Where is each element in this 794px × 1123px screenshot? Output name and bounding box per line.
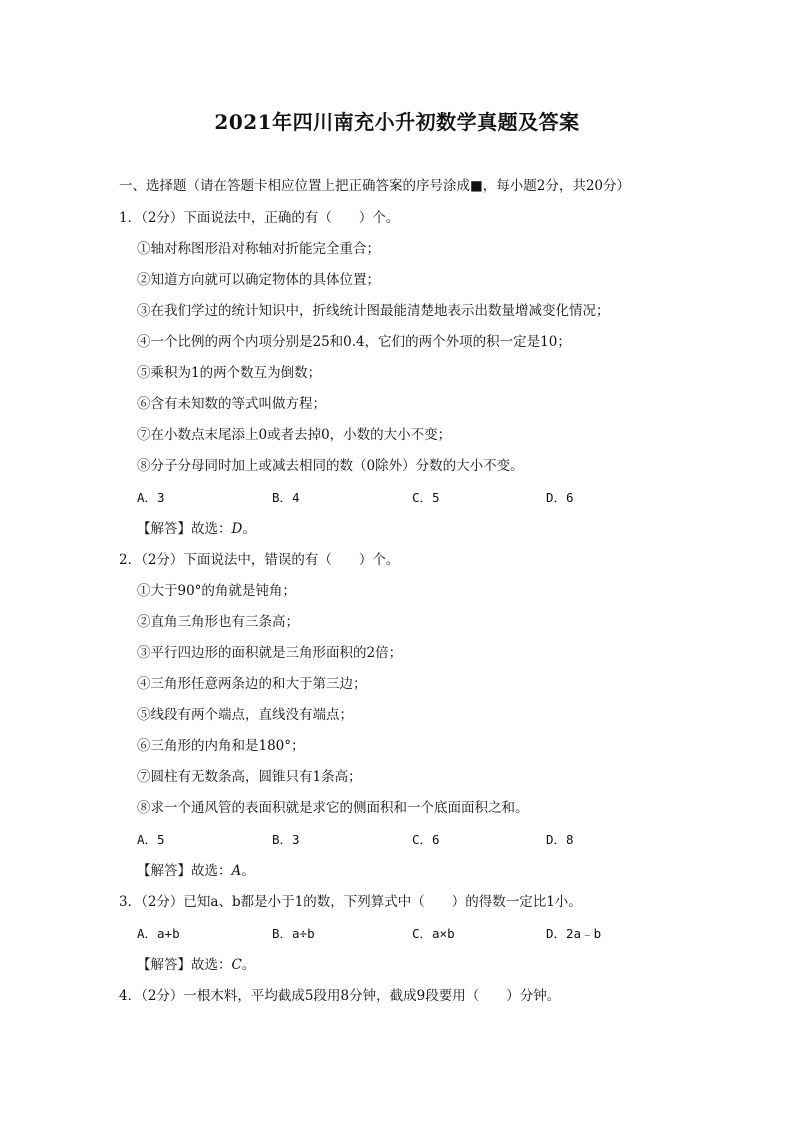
question-3-stem: 3．（2分）已知a、b都是小于1的数，下列算式中（ ）的得数一定比1小。 bbox=[119, 894, 582, 910]
question-2-item: ⑥三角形的内角和是180°； bbox=[137, 738, 305, 754]
question-1-item: ⑥含有未知数的等式叫做方程； bbox=[137, 396, 326, 412]
question-3-option-d: D．2a﹣b bbox=[546, 926, 602, 941]
question-3-option-a: A．a+b bbox=[137, 926, 180, 941]
question-2-item: ⑧求一个通风管的表面积就是求它的侧面积和一个底面面积之和。 bbox=[137, 800, 529, 816]
answer-value: A bbox=[231, 863, 242, 879]
question-4-stem: 4．（2分）一根木料，平均截成5段用8分钟，截成9段要用（ ）分钟。 bbox=[119, 988, 561, 1004]
question-1-item: ⑦在小数点末尾添上0或者去掉0，小数的大小不变； bbox=[137, 427, 452, 443]
question-3-answer: 【解答】故选：C。 bbox=[137, 957, 256, 973]
question-2-option-a: A．5 bbox=[137, 832, 165, 847]
question-1-item: ⑤乘积为1的两个数互为倒数； bbox=[137, 365, 322, 381]
question-2-option-c: C．6 bbox=[412, 832, 440, 847]
question-2-stem: 2．（2分）下面说法中，错误的有（ ）个。 bbox=[119, 552, 400, 568]
question-2-item: ③平行四边形的面积就是三角形面积的2倍； bbox=[137, 645, 403, 661]
question-2-option-d: D．8 bbox=[546, 832, 574, 847]
section-heading: 一、选择题（请在答题卡相应位置上把正确答案的序号涂成■，每小题2分，共20分） bbox=[119, 178, 631, 194]
answer-value: C bbox=[231, 957, 242, 973]
question-1-stem: 1．（2分）下面说法中，正确的有（ ）个。 bbox=[119, 210, 400, 226]
question-1-option-c: C．5 bbox=[412, 490, 440, 505]
question-2-item: ②直角三角形也有三条高； bbox=[137, 614, 299, 630]
question-1-option-a: A．3 bbox=[137, 490, 165, 505]
question-1-item: ③在我们学过的统计知识中，折线统计图最能清楚地表示出数量增减变化情况； bbox=[137, 303, 610, 319]
page-title: 2021年四川南充小升初数学真题及答案 bbox=[214, 110, 580, 134]
question-1-item: ④一个比例的两个内项分别是25和0.4，它们的两个外项的积一定是10； bbox=[137, 334, 571, 350]
question-2-item: ①大于90°的角就是钝角； bbox=[137, 583, 296, 599]
question-2-answer: 【解答】故选：A。 bbox=[137, 863, 255, 879]
answer-value: D bbox=[231, 521, 243, 537]
question-2-option-b: B．3 bbox=[272, 832, 300, 847]
question-1-answer: 【解答】故选：D。 bbox=[137, 521, 256, 537]
question-1-item: ⑧分子分母同时加上或减去相同的数（0除外）分数的大小不变。 bbox=[137, 458, 524, 474]
question-1-option-d: D．6 bbox=[546, 490, 574, 505]
question-3-option-c: C．a×b bbox=[412, 926, 455, 941]
question-1-item: ②知道方向就可以确定物体的具体位置； bbox=[137, 272, 380, 288]
question-1-item: ①轴对称图形沿对称轴对折能完全重合； bbox=[137, 241, 380, 257]
question-2-item: ④三角形任意两条边的和大于第三边； bbox=[137, 676, 367, 692]
question-1-option-b: B．4 bbox=[272, 490, 300, 505]
question-2-item: ⑤线段有两个端点，直线没有端点； bbox=[137, 707, 353, 723]
question-2-item: ⑦圆柱有无数条高，圆锥只有1条高； bbox=[137, 769, 362, 785]
question-3-option-b: B．a÷b bbox=[272, 926, 315, 941]
